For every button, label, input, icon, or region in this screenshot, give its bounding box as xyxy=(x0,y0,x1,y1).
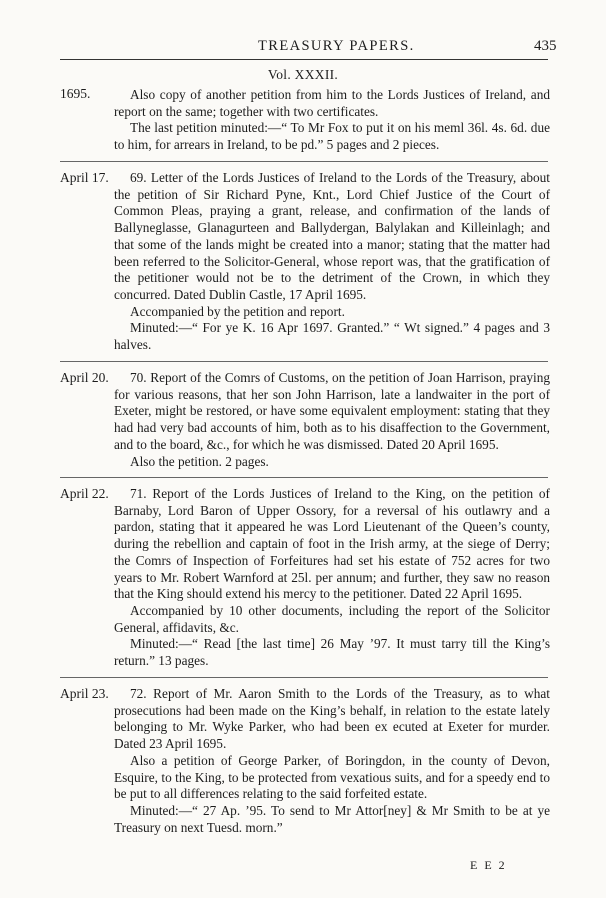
entry-paragraph: Accompanied by the petition and report. xyxy=(130,303,345,319)
entry-date: April 20. xyxy=(60,370,109,385)
entry-paragraph: 72. Report of Mr. Aaron Smith to the Lords of the Treasury, as to what prosecutions had been made on the King’s behalf, in relation to the estate lately belonging to Mr. Wyke Parker, who had been ex ecuted at Exeter for murder. Dated 23 April 1695. xyxy=(114,686,550,752)
header-rule xyxy=(60,59,548,60)
entry-paragraph: 71. Report of the Lords Justices of Ireland to the King, on the petition of Barnaby, Lord Baron of Upper Ossory, for a reversal of his outlawry and a pardon, stating that it appeared he was Lord Lieutenant of the Queen’s county, during the rebellion and captain of foot in the Irish army, at the siege of Derry; the Comrs of Inspection of Forfeitures had set his estate of 752 acres for two years to Mr. Robert Warnford at 25l. per annum; and further, they saw no reason that the King should extend his mercy to the petitioner. Dated 22 April 1695. xyxy=(114,486,550,602)
entry-paragraph: Also a petition of George Parker, of Boringdon, in the county of Devon, Esquire, to the King, to be protected from vexatious suits, and for a speedy end to be put to all differences relating to the said forfeited estate. xyxy=(114,752,550,802)
entry-paragraph: The last petition minuted:—“ To Mr Fox to put it on his meml 36l. 4s. 6d. due to him, for arrears in Ireland, to be pd.” 5 pages and 2 pieces. xyxy=(114,120,550,153)
entry-date: April 22. xyxy=(60,486,109,501)
entry-paragraph: 69. Letter of the Lords Justices of Ireland to the Lords of the Treasury, about the petition of Sir Richard Pyne, Knt., Lord Chief Justice of the Court of Common Pleas, praying a grant, release, and confirmation of the lands of Ballyneglasse, Glanagurteen and Ballydergan, Balylakan and Killeinlagh; and that some of the lands might be created into a manor; stating that the matter had been referred to the Solicitor-General, whose report was, that the gratification of the petitioner would not be to the detriment of the Crown, in which they concurred. Dated Dublin Castle, 17 April 1695. xyxy=(114,170,550,302)
entry-separator xyxy=(60,361,548,362)
entry-71 xyxy=(114,486,550,670)
entry-date: April 23. xyxy=(60,686,109,701)
running-head-title: TREASURY PAPERS. xyxy=(258,38,415,54)
entry-paragraph: Minuted:—“ Read [the last time] 26 May ’97. It must tarry till the King’s return.” 13 pages. xyxy=(114,636,550,669)
year-margin-note: 1695. xyxy=(60,86,91,101)
entry-69 xyxy=(114,170,550,354)
entry-separator xyxy=(60,477,548,478)
entry-paragraph: 70. Report of the Comrs of Customs, on the petition of Joan Harrison, praying for various reasons, that her son John Harrison, late a landwaiter in the port of Exeter, might be restored, or have some equivalent employment: stating that they had had very bad accounts of him, both as to his disaffection to the Government, and to the board, &c., for which he was dismissed. Dated 20 April 1695. xyxy=(114,370,550,452)
entry-70 xyxy=(114,370,550,470)
entry-separator xyxy=(60,677,548,678)
entry-continuation xyxy=(114,87,550,154)
entry-paragraph: Accompanied by 10 other documents, including the report of the Solicitor General, affidavits, &c. xyxy=(114,602,550,635)
volume-heading: Vol. XXXII. xyxy=(267,67,339,82)
page-number: 435 xyxy=(534,38,557,54)
entry-paragraph: Minuted:—“ For ye K. 16 Apr 1697. Granted.” “ Wt signed.” 4 pages and 3 halves. xyxy=(114,320,550,353)
entry-paragraph: Also the petition. 2 pages. xyxy=(130,453,269,469)
entry-separator xyxy=(60,161,548,162)
entry-72 xyxy=(114,686,550,836)
signature-mark: E E 2 xyxy=(470,858,507,872)
entry-paragraph: Minuted:—“ 27 Ap. ’95. To send to Mr Attor[ney] & Mr Smith to be at ye Treasury on next Tuesd. morn.” xyxy=(114,802,550,835)
entry-date: April 17. xyxy=(60,170,109,185)
entry-paragraph: Also copy of another petition from him to the Lords Justices of Ireland, and report on the same; together with two certificates. xyxy=(114,87,550,119)
